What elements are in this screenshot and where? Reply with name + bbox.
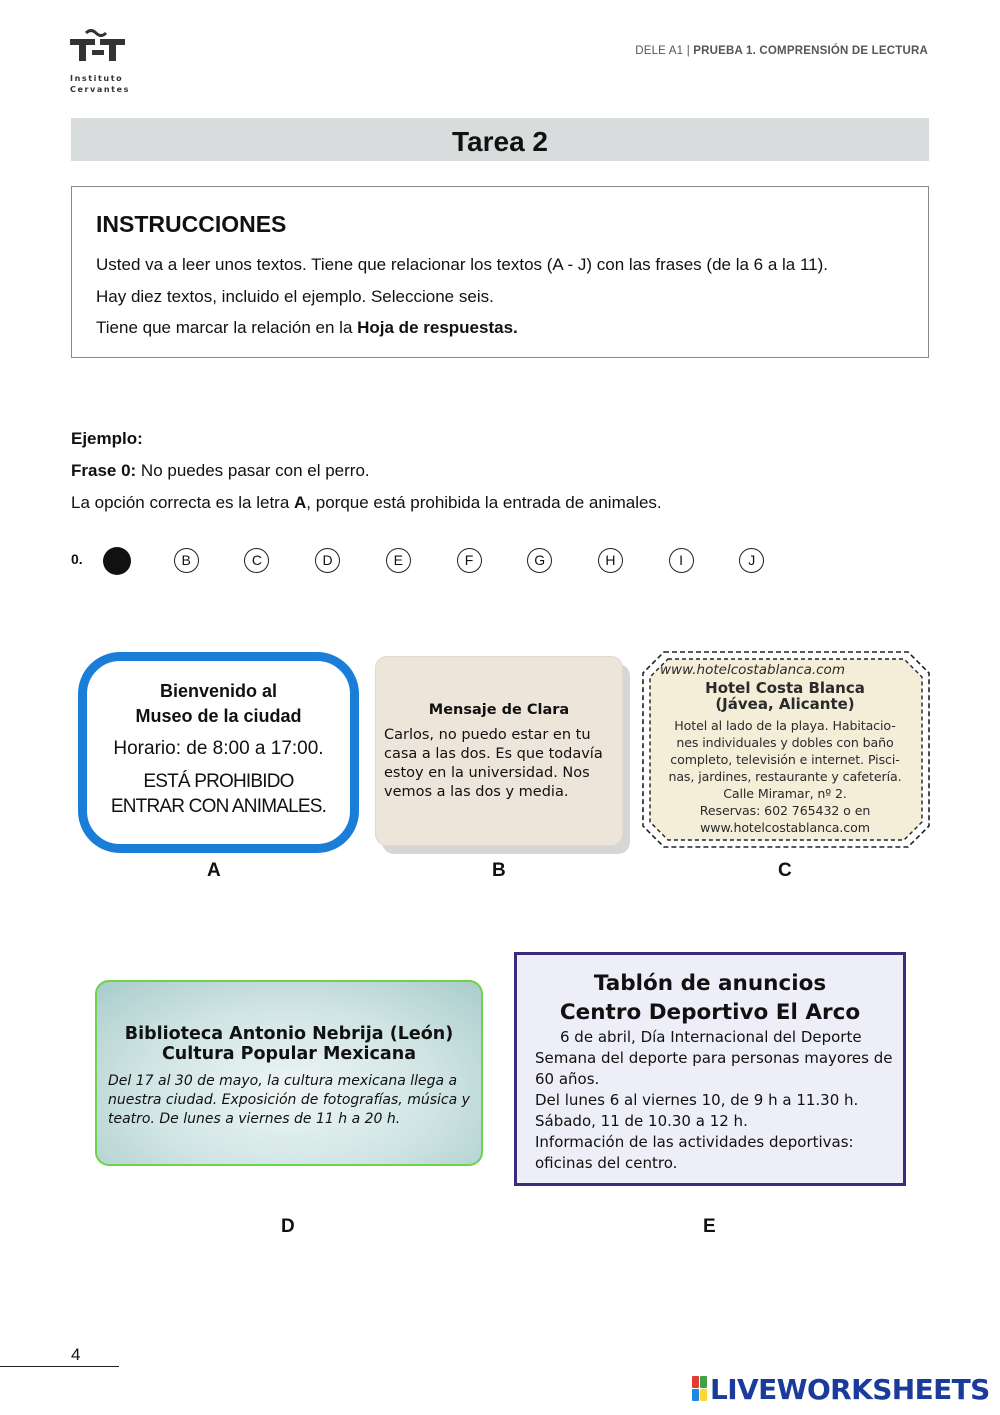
example-answer-pre: La opción correcta es la letra (71, 493, 295, 512)
card-c-body-line-5: Calle Miramar, nº 2. (723, 786, 847, 801)
card-e-line-4: Sábado, 11 de 10.30 a 12 h. (535, 1112, 748, 1130)
example-answer-letter: A (294, 493, 307, 512)
card-c-body-line-6: Reservas: 602 765432 o en (699, 803, 871, 818)
card-e-line-2: Semana del deporte para personas mayores de 60 años. (535, 1049, 893, 1088)
example-answer (71, 493, 662, 513)
logo-line-2: Cervantes (70, 85, 130, 94)
text-card-c (650, 660, 920, 840)
option-e[interactable]: E (386, 548, 411, 573)
page-number: 4 (71, 1345, 81, 1364)
card-a-warning-line-2: ENTRAR CON ANIMALES. (110, 796, 327, 817)
card-d-letter: D (281, 1216, 295, 1237)
card-a-warning (87, 769, 350, 819)
card-c-body-line-1: Hotel al lado de la playa. Habitacio- (674, 718, 896, 733)
card-e-line-3: Del lunes 6 al viernes 10, de 9 h a 11.30 h. (535, 1091, 859, 1109)
example-sentence-label: Frase 0: (71, 461, 137, 480)
card-c-body (650, 717, 920, 836)
card-a-title (87, 679, 350, 729)
text-card-a (78, 652, 359, 853)
card-c-name-line-2: (Jávea, Alicante) (715, 695, 855, 713)
option-a[interactable]: A (103, 547, 131, 575)
card-c-body-line-2: nes individuales y dobles con baño (676, 735, 894, 750)
card-c-letter: C (778, 860, 792, 881)
example-answer-post: , porque está prohibida la entrada de animales. (306, 493, 662, 512)
liveworksheets-logo-icon (692, 1376, 708, 1402)
card-c-body-line-3: completo, televisión e internet. Pisci- (670, 752, 900, 767)
option-f[interactable]: F (457, 548, 482, 573)
instituto-cervantes-logo (70, 28, 130, 95)
exam-header (635, 45, 928, 57)
card-d-title-line-2: Cultura Popular Mexicana (161, 1044, 417, 1064)
header-separator: | (686, 45, 690, 57)
card-a-hours: Horario: de 8:00 a 17:00. (113, 738, 324, 759)
card-d-body: Del 17 al 30 de mayo, la cultura mexicana llega a nuestra ciudad. Exposición de fotografías, música y teatro. De lunes a viernes de 11 h a 20 h. (108, 1073, 470, 1127)
card-a-letter: A (207, 860, 221, 881)
option-j[interactable]: J (739, 548, 764, 573)
example-sentence (71, 461, 370, 481)
card-c-url-top: www.hotelcostablanca.com (660, 662, 845, 678)
exam-section: PRUEBA 1. COMPRENSIÓN DE LECTURA (693, 45, 928, 57)
instructions-heading: INSTRUCCIONES (96, 211, 287, 237)
card-b-title: Mensaje de Clara (428, 702, 570, 718)
logo-wordmark (70, 73, 130, 95)
option-c[interactable]: C (244, 548, 269, 573)
logo-line-1: Instituto (70, 74, 124, 83)
card-e-title (517, 969, 903, 1027)
instructions-line-3-text: Tiene que marcar la relación en la (96, 318, 358, 337)
card-b-letter: B (492, 860, 506, 881)
card-c-hotel-name (650, 680, 920, 712)
card-e-line-1: 6 de abril, Día Internacional del Deporte (560, 1028, 862, 1046)
option-b[interactable]: B (174, 548, 199, 573)
option-g[interactable]: G (527, 548, 552, 573)
instructions-line-2: Hay diez textos, incluido el ejemplo. Seleccione seis. (96, 287, 494, 306)
card-e-line-5: Información de las actividades deportivas: oficinas del centro. (535, 1133, 854, 1172)
card-d-title-line-1: Biblioteca Antonio Nebrija (León) (124, 1024, 454, 1044)
card-d-title (97, 1024, 481, 1064)
card-c-name-line-1: Hotel Costa Blanca (705, 679, 865, 697)
option-h[interactable]: H (598, 548, 623, 573)
card-a-title-line-1: Bienvenido al (159, 681, 278, 701)
page-title: Tarea 2 (71, 118, 929, 161)
option-d[interactable]: D (315, 548, 340, 573)
card-a-warning-line-1: ESTÁ PROHIBIDO (143, 771, 294, 792)
card-c-body-line-4: nas, jardines, restaurante y cafetería. (668, 769, 902, 784)
text-card-b (375, 656, 623, 846)
card-b-body: Carlos, no puedo estar en tu casa a las dos. Es que todavía estoy en la universidad. Nos vemos a las dos y media. (384, 727, 603, 800)
exam-name: DELE A1 (635, 45, 684, 57)
example-sentence-text: No puedes pasar con el perro. (136, 461, 370, 480)
card-e-letter: E (703, 1216, 716, 1237)
card-c-url-bottom: www.hotelcostablanca.com (700, 820, 870, 835)
option-i[interactable]: I (669, 548, 694, 573)
text-card-d (95, 980, 483, 1166)
cervantes-logo-icon (70, 28, 126, 66)
example-heading: Ejemplo: (71, 429, 143, 448)
card-a-title-line-2: Museo de la ciudad (135, 706, 302, 726)
instructions-line-1: Usted va a leer unos textos. Tiene que relacionar los textos (A - J) con las frases (de la 6 a la 11). (96, 255, 828, 274)
footer-rule (0, 1366, 119, 1367)
liveworksheets-wordmark: LIVEWORKSHEETS (710, 1373, 990, 1406)
card-e-body (535, 1027, 895, 1174)
instructions-box (71, 186, 929, 358)
answer-sheet-label: Hoja de respuestas. (357, 318, 518, 337)
text-card-e (514, 952, 906, 1186)
example-row-label: 0. (71, 551, 83, 567)
instructions-line-3 (96, 318, 518, 338)
card-e-title-line-1: Tablón de anuncios (593, 971, 827, 996)
card-e-title-line-2: Centro Deportivo El Arco (559, 1000, 861, 1025)
